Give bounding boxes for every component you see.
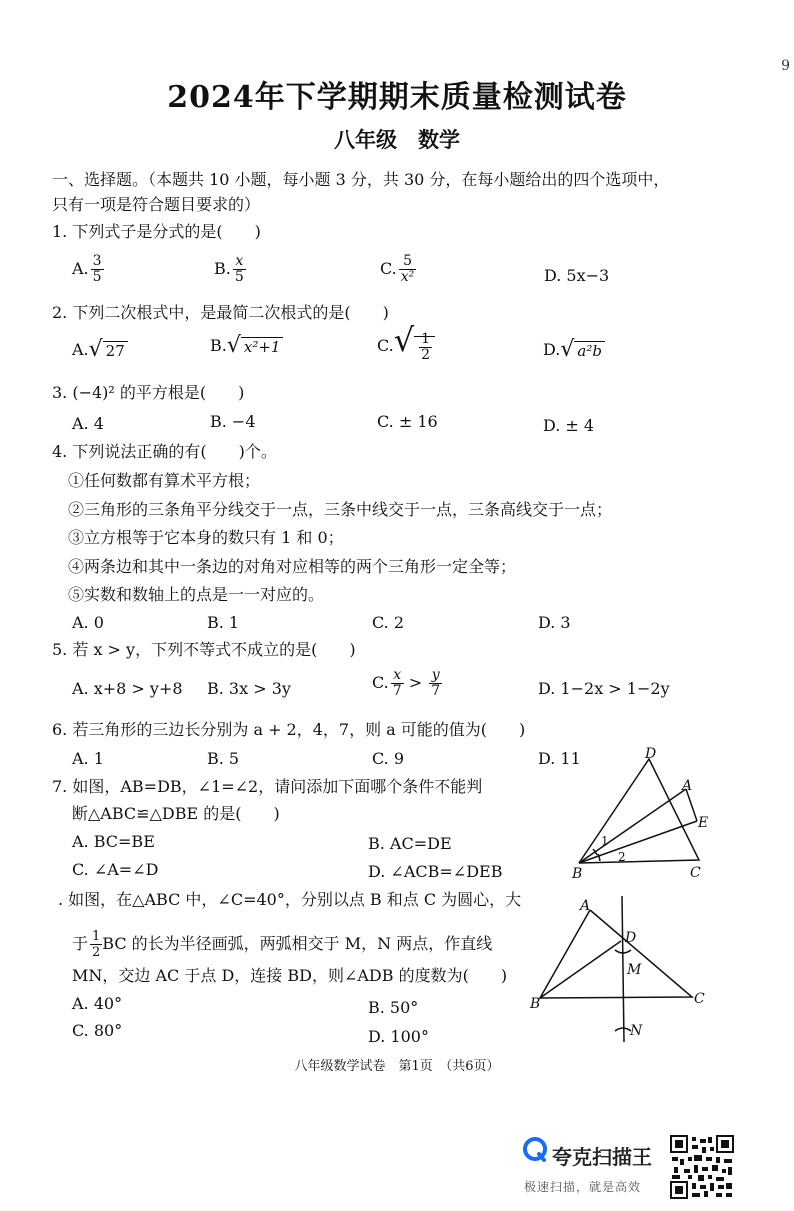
q8-stem-line1: . 如图，在△ABC 中，∠C=40°，分别以点 B 和点 C 为圆心，大 [58,890,522,909]
q4-statement-1: ①任何数都有算术平方根； [68,471,261,490]
q7-option-c: C. ∠A=∠D [72,860,159,879]
q4-option-a: A. 0 [72,613,104,632]
q5-option-c: C. $\frac{x}{7}$ > $\frac{y}{7}$ [372,667,441,699]
q2-option-d: D.√ a²b [543,340,605,361]
q7-label-a: A [682,778,693,794]
q7-segment-be [579,821,697,863]
q8-label-a: A [580,898,591,914]
q7-label-angle-2: 2 [618,850,626,864]
q7-option-a: A. BC=BE [72,832,155,851]
q4-statement-5: ⑤实数和数轴上的点是一一对应的。 [68,585,325,604]
q8-segment-bd [540,941,621,998]
q8-stem-line2: 于 $\frac{1}{2}$ BC 的长为半径画弧，两弧相交于 M，N 两点，作直线 [72,929,493,960]
q7-label-e: E [698,815,709,831]
q5-option-b: B. 3x > 3y [207,679,291,698]
q7-label-c: C [690,865,701,881]
q6-option-b: B. 5 [207,749,240,768]
q4-option-d: D. 3 [538,613,571,632]
q1-option-d: D. 5x−3 [544,266,610,285]
q1-stem: 1. 下列式子是分式的是( ) [52,222,261,241]
q8-label-c: C [694,991,705,1007]
q8-label-b: B [530,996,541,1012]
q5-stem: 5. 若 x > y，下列不等式不成立的是( ) [52,640,356,659]
q6-option-c: C. 9 [372,749,405,768]
q4-statement-2: ②三角形的三条角平分线交于一点，三条中线交于一点，三条高线交于一点； [68,500,613,519]
q1-option-c: C. $\frac{5}{\text{x²}}$ [380,253,415,285]
q1-option-a: A. $\frac{3}{5}$ [72,253,102,285]
q2-stem: 2. 下列二次根式中，是最简二次根式的是( ) [52,303,389,322]
q5-option-a: A. x+8 > y+8 [72,679,183,698]
q2-option-b: B.√ x²+1 [210,336,283,357]
q8-label-d: D [625,930,637,946]
q8-label-n: N [630,1023,643,1039]
q4-stem: 4. 下列说法正确的有( )个。 [52,442,277,461]
q3-option-b: B. −4 [210,412,256,431]
page-footer: 八年级数学试卷 第1页 （共6页） [294,1059,500,1074]
q7-label-angle-1: 1 [601,834,609,848]
q7-figure [560,745,720,885]
q7-option-d: D. ∠ACB=∠DEB [368,862,503,881]
exam-subtitle: 八年级 数学 [334,127,460,152]
q2-option-c: C.√ $\frac{1}{2}$ [377,330,435,363]
q7-option-b: B. AC=DE [368,834,452,853]
q6-option-d: D. 11 [538,749,581,768]
q4-option-c: C. 2 [372,613,405,632]
q5-option-d: D. 1−2x > 1−2y [538,679,670,698]
q3-option-c: C. ± 16 [377,412,438,431]
scanner-slogan: 极速扫描，就是高效 [524,1180,642,1194]
q4-statement-3: ③立方根等于它本身的数只有 1 和 0； [68,528,344,547]
q3-option-d: D. ± 4 [543,416,595,435]
q6-option-a: A. 1 [72,749,104,768]
q4-statement-4: ④两条边和其中一条边的对角对应相等的两个三角形一定全等； [68,557,517,576]
q8-stem-line3: MN，交边 AC 于点 D，连接 BD，则∠ADB 的度数为( ) [72,966,508,985]
q3-stem: 3. (−4)² 的平方根是( ) [52,383,245,402]
q8-line-mn [622,896,624,1042]
section-header: 一、选择题。（本题共 10 小题，每小题 3 分，共 30 分，在每小题给出的四个选项中， [52,170,670,189]
exam-title: 2024年下学期期末质量检测试卷 [167,80,627,115]
q8-triangle-abc [540,910,692,998]
scanner-logo-icon [522,1135,548,1165]
scanner-app-name: 夸克扫描王 [552,1145,652,1169]
q7-triangle-bde [579,759,699,863]
q6-stem: 6. 若三角形的三边长分别为 a + 2，4，7，则 a 可能的值为( ) [52,720,526,739]
q8-arc-n [615,1028,631,1031]
q7-stem-line1: 7. 如图，AB=DB，∠1=∠2，请问添加下面哪个条件不能判 [52,777,483,796]
q8-option-d: D. 100° [368,1027,429,1046]
q7-stem-line2: 断△ABC≌△DBE 的是( ) [72,804,280,823]
q8-option-a: A. 40° [72,994,123,1013]
q8-option-c: C. 80° [72,1021,123,1040]
q7-label-b: B [572,866,583,882]
q3-option-a: A. 4 [72,414,104,433]
q8-option-b: B. 50° [368,998,419,1017]
section-header-line2: 只有一项是符合题目要求的） [52,195,261,214]
q4-option-b: B. 1 [207,613,240,632]
q2-option-a: A.√ 27 [72,340,128,361]
page-corner-mark: 9 [781,58,790,74]
q1-option-b: B. $\frac{x}{5}$ [214,253,244,285]
q7-label-d: D [645,746,657,762]
qr-code-icon [670,1135,734,1199]
q8-figure [525,890,715,1050]
q8-label-m: M [627,962,642,978]
